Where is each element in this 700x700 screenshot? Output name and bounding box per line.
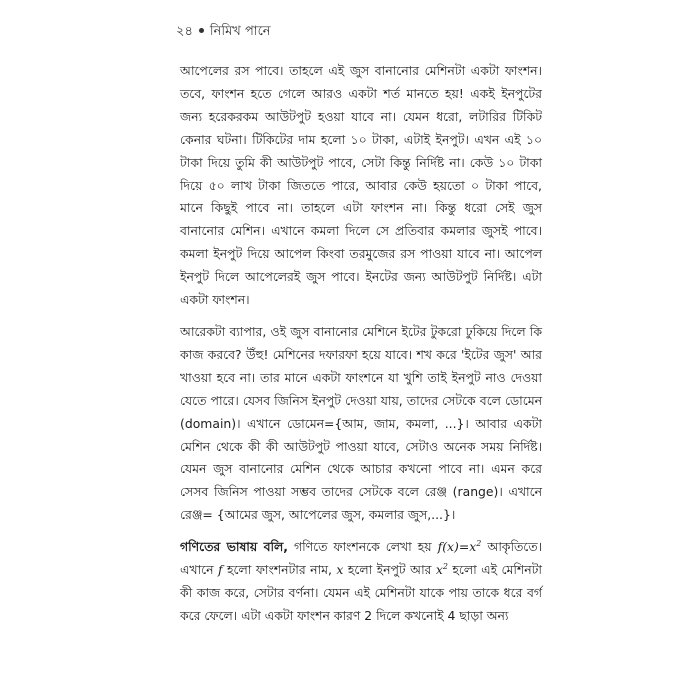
text-segment: হলো ফাংশনটার নাম, — [222, 562, 337, 578]
book-title: নিমিখ পানে — [209, 24, 271, 39]
page-header — [176, 22, 271, 43]
text-segment: গণিতে ফাংশনকে লেখা হয় — [287, 539, 438, 555]
text-segment: হলো ইনপুট আর — [343, 562, 436, 578]
symbol-x-squared — [436, 562, 448, 577]
formula-lhs: f(x)=x — [437, 539, 477, 555]
formula — [438, 539, 482, 554]
text-segment: আকৃতিতে। এখানে — [180, 539, 543, 578]
paragraph-math-notation — [180, 536, 542, 628]
x-squared-base: x — [435, 562, 443, 578]
symbol-x: x — [336, 562, 344, 578]
formula-exponent: 2 — [476, 539, 482, 548]
page-number: ২৪ — [176, 24, 193, 39]
paragraph-function-condition: আপেলের রস পাবে। তাহলে এই জুস বানানোর মেশিনটা একটা ফাংশন। তবে, ফাংশন হতে গেলে আরও একটা শর্ত মানতে হয়! একই ইনপুটের জন্য হরেকরকম আউটপুট হওয়া যাবে না। যেমন ধরো, লটারির টিকিট কেনার ঘটনা। টিকিটের দাম হলো ১০ টাকা, এটাই ইনপুট। এখন এই ১০ টাকা দিয়ে তুমি কী আউটপুট পাবে, সেটা কিন্তু নির্দিষ্ট না। কেউ ১০ টাকা দিয়ে ৫০ লাখ টাকা জিততে পারে, আবার কেউ হয়তো ০ টাকা পাবে, মানে কিছুই পাবে না। তাহলে এটা ফাংশন না। কিন্তু ধরো সেই জুস বানানোর মেশিন। এখানে কমলা দিলে সে প্রতিবার কমলার জুসই পাবে। কমলা ইনপুট দিয়ে আপেল কিংবা তরমুজের রস পাওয়া যাবে না। আপেল ইনপুট দিলে আপেলেরই জুস পাবে। ইনটের জন্য আউটপুট নির্দিষ্ট। এটা একটা ফাংশন। — [180, 63, 542, 308]
paragraph-lead: গণিতের ভাষায় বলি, — [180, 539, 288, 555]
paragraph-domain-range: আরেকটা ব্যাপার, ওই জুস বানানোর মেশিনে ইটের টুকরো ঢুকিয়ে দিলে কি কাজ করবে? উঁহু! মেশিনের দফারফা হয়ে যাবে। শখ করে 'ইটের জুস' আর খাওয়া হবে না। তার মানে একটা ফাংশনে যা খুশি তাই ইনপুট নাও দেওয়া যেতে পারে। যেসব জিনিস ইনপুট দেওয়া যায়, তাদের সেটকে বলে ডোমেন (domain)। এখানে ডোমেন={আম, জাম, কমলা, ...}। আবার একটা মেশিন থেকে কী কী আউটপুট পাওয়া যাবে, সেটাও অনেক সময় নির্দিষ্ট। যেমন জুস বানানোর মেশিন থেকে আচার কখনো পাবে না। এমন করে সেসব জিনিস পাওয়া সম্ভব তাদের সেটকে বলে রেঞ্জ (range)। এখানে রেঞ্জ= {আমের জুস, আপেলের জুস, কমলার জুস,...}। — [180, 323, 542, 523]
symbol-f: f — [218, 562, 223, 578]
bullet-separator — [199, 28, 204, 33]
x-squared-exponent: 2 — [442, 561, 448, 571]
body-text — [180, 60, 542, 628]
text-segment: হলো এই মেশিনটা কী কাজ করে, সেটার বর্ণনা। যেমন এই মেশিনটা যাকে পায় তাকে ধরে বর্গ করে ফেলে। এটা একটা ফাংশন কারণ 2 দিলে কখনোই 4 ছাড়া অন্য — [180, 562, 542, 623]
